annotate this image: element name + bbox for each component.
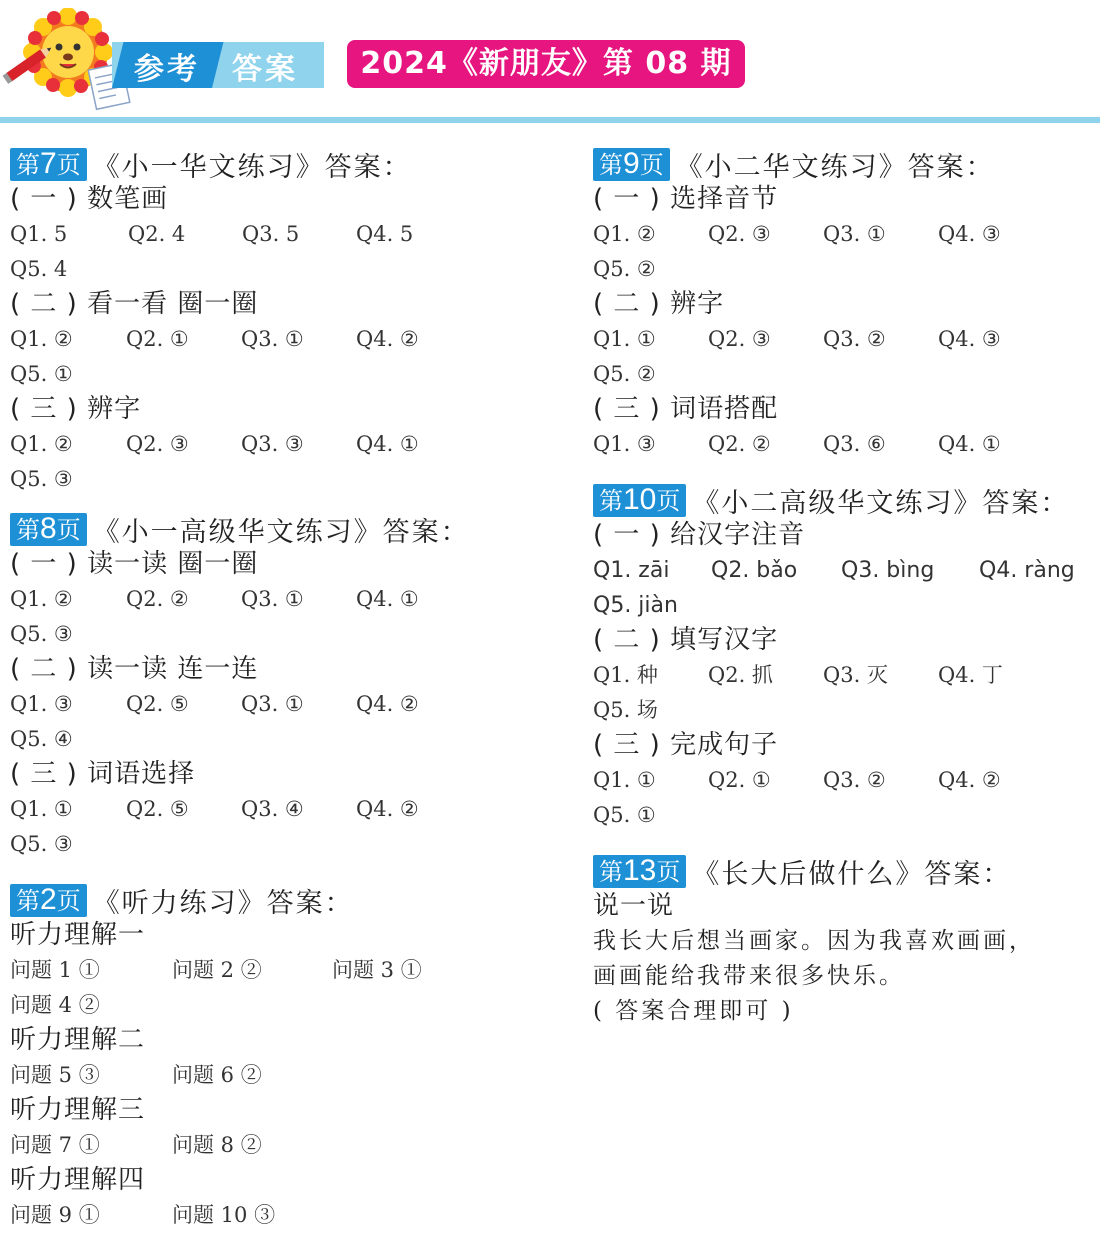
answer-cell: Q4. ③ xyxy=(938,222,1001,246)
answer-cell: 问题 10 ③ xyxy=(172,1203,276,1227)
answer-cell: Q1. ① xyxy=(10,797,73,821)
answer-cell: Q2. ③ xyxy=(126,432,189,456)
badge-prefix: 第 xyxy=(16,886,40,915)
section-page-10 xyxy=(593,482,1100,833)
answer-cell: Q2. ① xyxy=(126,327,189,351)
group-label: ( 三 ) 完成句子 xyxy=(593,730,779,760)
answer-cell: Q4. ① xyxy=(938,432,1001,456)
group-label: 听力理解三 xyxy=(10,1095,146,1125)
answer-row xyxy=(593,217,1100,252)
answer-row xyxy=(593,693,1100,728)
answer-cell: Q3. ③ xyxy=(241,432,304,456)
answer-row xyxy=(10,427,580,462)
answer-row xyxy=(10,252,580,287)
section-title: 《长大后做什么》答案： xyxy=(692,858,1012,890)
section-title: 《小一华文练习》答案： xyxy=(92,151,412,183)
answer-cell: Q5. ③ xyxy=(10,832,73,856)
answer-cell: Q1. ① xyxy=(593,768,656,792)
answer-cell: Q1. ② xyxy=(10,432,73,456)
answer-cell: Q4. 丁 xyxy=(938,663,1003,687)
answer-row xyxy=(10,827,580,862)
answer-cell: Q5. 4 xyxy=(10,257,68,281)
answer-text-line: 我长大后想当画家。因为我喜欢画画， xyxy=(593,928,1035,954)
section-heading xyxy=(10,146,580,182)
answer-row xyxy=(593,357,1100,392)
answer-cell: Q5. 场 xyxy=(593,698,658,722)
page-badge xyxy=(593,148,670,181)
answer-cell: Q2. ⑤ xyxy=(126,692,189,716)
badge-prefix: 第 xyxy=(599,150,623,179)
answer-cell: Q4. ② xyxy=(356,692,419,716)
badge-number: 2 xyxy=(40,882,57,916)
group-label: 说一说 xyxy=(593,891,675,921)
section-title: 《听力练习》答案： xyxy=(92,887,354,919)
answer-cell: 问题 1 ① xyxy=(10,958,100,982)
answer-note: ( 答案合理即可 ) xyxy=(593,998,794,1024)
answer-row xyxy=(10,617,580,652)
badge-suffix: 页 xyxy=(639,150,664,179)
answer-row xyxy=(10,582,580,617)
badge-number: 7 xyxy=(40,146,57,180)
answer-row xyxy=(593,322,1100,357)
page-badge xyxy=(10,513,87,546)
answer-cell: Q3. ① xyxy=(823,222,886,246)
answer-cell: Q2. 抓 xyxy=(708,663,773,687)
badge-prefix: 第 xyxy=(16,515,40,544)
section-title: 《小二华文练习》答案： xyxy=(675,151,995,183)
group-label: ( 一 ) 数笔画 xyxy=(10,184,169,214)
answer-row xyxy=(593,763,1100,798)
answer-row xyxy=(593,553,1100,588)
page-badge xyxy=(10,884,87,917)
answer-cell: Q5. ② xyxy=(593,257,656,281)
issue-title: 2024《新朋友》第 08 期 xyxy=(347,40,745,88)
badge-prefix: 第 xyxy=(599,857,623,886)
answer-cell: Q5. ② xyxy=(593,362,656,386)
answer-cell: Q1. ② xyxy=(10,327,73,351)
answer-cell: Q1. 种 xyxy=(593,663,658,687)
answer-cell: Q2. ① xyxy=(708,768,771,792)
group-label: ( 二 ) 读一读 连一连 xyxy=(10,654,259,684)
answer-cell: 问题 9 ① xyxy=(10,1203,100,1227)
answer-cell: 问题 3 ① xyxy=(332,958,422,982)
section-heading xyxy=(593,146,1100,182)
section-heading xyxy=(10,882,580,918)
answer-cell: Q1. ② xyxy=(593,222,656,246)
page-badge xyxy=(593,484,686,517)
answer-row xyxy=(593,588,1100,623)
page-badge xyxy=(10,148,87,181)
answer-row xyxy=(10,988,580,1023)
answer-cell: Q3. ① xyxy=(241,327,304,351)
answer-cell: 问题 5 ③ xyxy=(10,1063,100,1087)
group-label: ( 三 ) 词语搭配 xyxy=(593,394,779,424)
answer-cell: Q5. ③ xyxy=(10,622,73,646)
section-page-13 xyxy=(593,853,1100,1029)
answer-cell: Q1. ① xyxy=(593,327,656,351)
answer-cell: Q5. jiàn xyxy=(593,593,678,618)
answer-cell: Q4. ① xyxy=(356,587,419,611)
answer-cell: Q3. ② xyxy=(823,768,886,792)
badge-suffix: 页 xyxy=(56,150,81,179)
answer-cell: Q2. bǎo xyxy=(711,558,798,583)
answer-row xyxy=(593,658,1100,693)
answer-cell: Q1. ② xyxy=(10,587,73,611)
header-divider xyxy=(0,117,1100,123)
answer-cell: Q1. ③ xyxy=(593,432,656,456)
section-heading xyxy=(593,482,1100,518)
answer-cell: Q4. ② xyxy=(356,797,419,821)
group-label: 听力理解二 xyxy=(10,1025,146,1055)
answer-cell: Q3. ⑥ xyxy=(823,432,886,456)
answer-cell: Q5. ③ xyxy=(10,467,73,491)
section-title: 《小一高级华文练习》答案： xyxy=(92,516,470,548)
badge-suffix: 页 xyxy=(656,486,681,515)
answer-cell: Q2. ⑤ xyxy=(126,797,189,821)
answer-cell: Q4. ràng xyxy=(979,558,1075,583)
answer-cell: Q3. ① xyxy=(241,692,304,716)
answer-cell: 问题 6 ② xyxy=(172,1063,262,1087)
answer-cell: Q4. ① xyxy=(356,432,419,456)
answer-cell: Q4. ② xyxy=(356,327,419,351)
answer-row xyxy=(10,687,580,722)
answer-row xyxy=(593,252,1100,287)
answer-cell: Q4. ③ xyxy=(938,327,1001,351)
answer-row xyxy=(10,1128,580,1163)
section-page-8 xyxy=(10,511,580,862)
group-label: ( 一 ) 读一读 圈一圈 xyxy=(10,549,259,579)
answer-cell: Q4. 5 xyxy=(356,222,414,246)
answer-cell: Q2. ② xyxy=(708,432,771,456)
answer-cell: Q1. zāi xyxy=(593,558,670,583)
answer-cell: 问题 2 ② xyxy=(172,958,262,982)
group-label: ( 二 ) 看一看 圈一圈 xyxy=(10,289,259,319)
answer-cell: Q2. 4 xyxy=(128,222,186,246)
group-label: ( 一 ) 选择音节 xyxy=(593,184,779,214)
answer-row xyxy=(10,357,580,392)
answer-row xyxy=(10,462,580,497)
section-page-2 xyxy=(10,882,580,1233)
badge-number: 8 xyxy=(40,511,57,545)
group-label: 听力理解四 xyxy=(10,1165,146,1195)
group-label: ( 三 ) 词语选择 xyxy=(10,759,196,789)
group-label: ( 三 ) 辨字 xyxy=(10,394,142,424)
answer-cell: Q1. 5 xyxy=(10,222,68,246)
answer-cell: Q2. ③ xyxy=(708,222,771,246)
section-title: 《小二高级华文练习》答案： xyxy=(692,487,1070,519)
badge-suffix: 页 xyxy=(56,515,81,544)
badge-prefix: 第 xyxy=(599,486,623,515)
answer-cell: Q3. ① xyxy=(241,587,304,611)
answer-cell: Q4. ② xyxy=(938,768,1001,792)
answer-cell: Q3. ② xyxy=(823,327,886,351)
page-header xyxy=(0,0,1100,124)
answer-cell: 问题 8 ② xyxy=(172,1133,262,1157)
left-column xyxy=(10,146,580,1233)
answer-cell: Q2. ③ xyxy=(708,327,771,351)
badge-number: 13 xyxy=(623,853,657,887)
answer-cell: Q5. ① xyxy=(593,803,656,827)
answer-cell: Q2. ② xyxy=(126,587,189,611)
answer-row xyxy=(10,953,580,988)
section-heading xyxy=(593,853,1100,889)
answer-cell: 问题 7 ① xyxy=(10,1133,100,1157)
answer-cell: Q5. ① xyxy=(10,362,73,386)
group-label: ( 一 ) 给汉字注音 xyxy=(593,520,806,550)
group-label: ( 二 ) 填写汉字 xyxy=(593,625,779,655)
answer-tag-label-2: 答案 xyxy=(232,52,298,87)
answer-cell: Q1. ③ xyxy=(10,692,73,716)
answer-row xyxy=(10,1198,580,1233)
answer-cell: Q3. ④ xyxy=(241,797,304,821)
section-heading xyxy=(10,511,580,547)
badge-number: 10 xyxy=(623,482,657,516)
answer-cell: Q3. bìng xyxy=(841,558,935,583)
answer-text-line: 画画能给我带来很多快乐。 xyxy=(593,963,905,989)
answer-cell: 问题 4 ② xyxy=(10,993,100,1017)
answer-row xyxy=(10,792,580,827)
answer-cell: Q5. ④ xyxy=(10,727,73,751)
answer-row xyxy=(10,1058,580,1093)
answer-row xyxy=(593,427,1100,462)
badge-suffix: 页 xyxy=(656,857,681,886)
answer-row xyxy=(10,322,580,357)
section-page-7 xyxy=(10,146,580,497)
answer-cell: Q3. 5 xyxy=(242,222,300,246)
answer-row xyxy=(10,722,580,757)
badge-number: 9 xyxy=(623,146,640,180)
section-page-9 xyxy=(593,146,1100,462)
page-badge xyxy=(593,855,686,888)
group-label: 听力理解一 xyxy=(10,920,146,950)
group-label: ( 二 ) 辨字 xyxy=(593,289,725,319)
answer-row xyxy=(10,217,580,252)
answer-cell: Q3. 灭 xyxy=(823,663,888,687)
badge-prefix: 第 xyxy=(16,150,40,179)
answer-row xyxy=(593,798,1100,833)
right-column xyxy=(593,146,1100,1029)
badge-suffix: 页 xyxy=(56,886,81,915)
answer-tag-label-1: 参考 xyxy=(134,52,200,87)
